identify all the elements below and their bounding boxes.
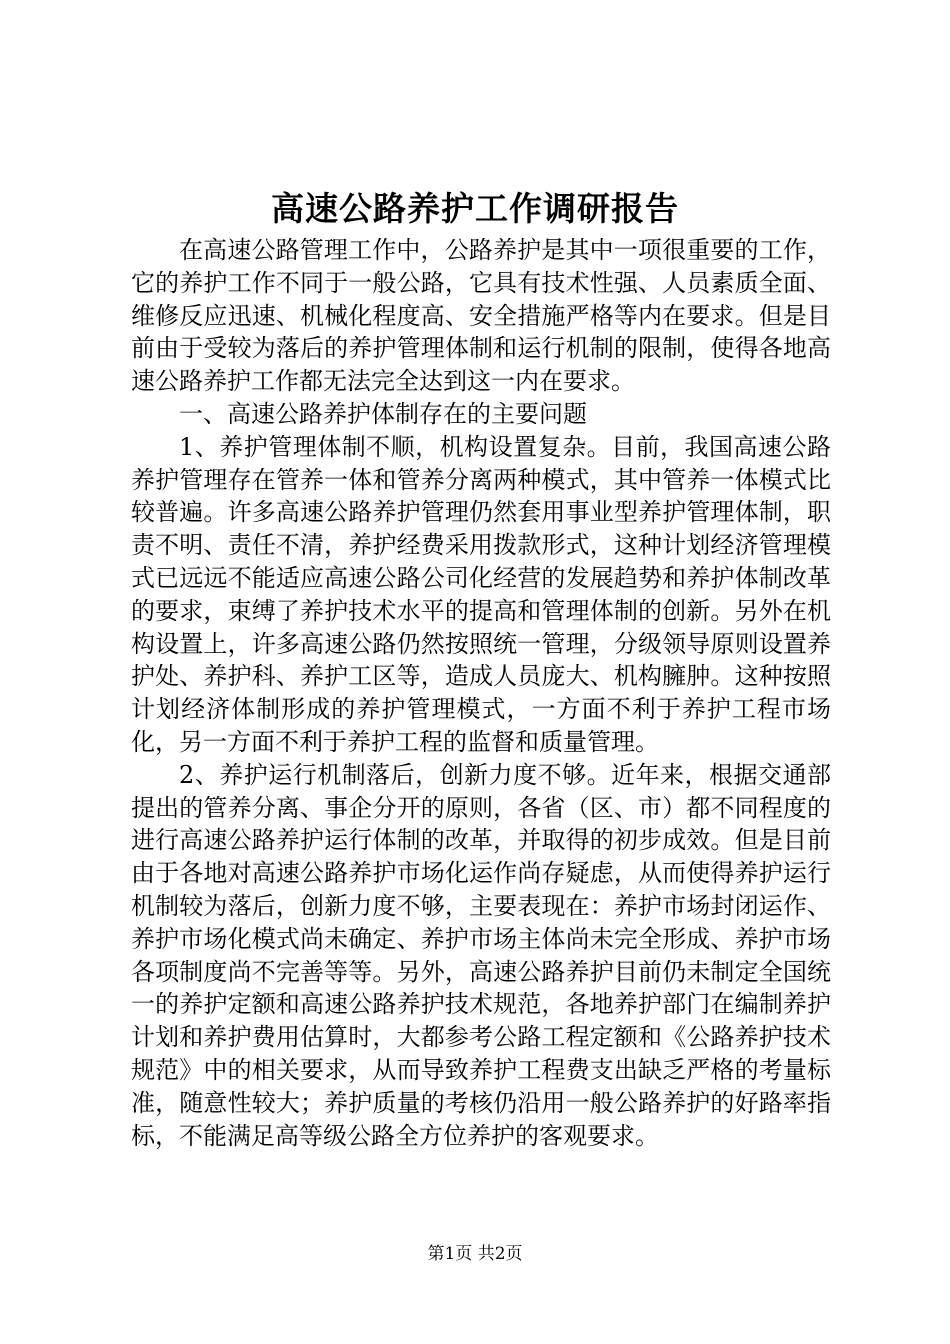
section-heading: 一、高速公路养护体制存在的主要问题 [179, 399, 587, 428]
body-paragraph-2: 2、养护运行机制落后，创新力度不够。近年来，根据交通部提出的管养分离、事企分开的原则，各省（区、市）都不同程度的进行高速公路养护运行体制的改革，并取得的初步成效。但是目前由于各地对高速公路养护市场化运作尚存疑虑，从而使得养护运行机制较为落后，创新力度不够，主要表现在：养护市场封闭运作、养护市场化模式尚未确定、养护市场主体尚未完全形成、养护市场各项制度尚不完善等等。另外，高速公路养护目前仍未制定全国统一的养护定额和高速公路养护技术规范，各地养护部门在编制养护计划和养护费用估算时，大都参考公路工程定额和《公路养护技术规范》中的相关要求，从而导致养护工程费支出缺乏严格的考量标准，随意性较大；养护质量的考核仍沿用一般公路养护的好路率指标，不能满足高等级公路全方位养护的客观要求。 [131, 760, 831, 1150]
document-title: 高速公路养护工作调研报告 [271, 189, 679, 228]
document-body [131, 234, 831, 1152]
intro-paragraph: 在高速公路管理工作中，公路养护是其中一项很重要的工作，它的养护工作不同于一般公路，它具有技术性强、人员素质全面、维修反应迅速、机械化程度高、安全措施严格等内在要求。但是目前由于受较为落后的养护管理体制和运行机制的限制，使得各地高速公路养护工作都无法完全达到这一内在要求。 [131, 236, 831, 396]
body-paragraph-1: 1、养护管理体制不顺，机构设置复杂。目前，我国高速公路养护管理存在管养一体和管养分离两种模式，其中管养一体模式比较普遍。许多高速公路养护管理仍然套用事业型养护管理体制，职责不明、责任不清，养护经费采用拨款形式，这种计划经济管理模式已远远不能适应高速公路公司化经营的发展趋势和养护体制改革的要求，束缚了养护技术水平的提高和管理体制的创新。另外在机构设置上，许多高速公路仍然按照统一管理，分级领导原则设置养护处、养护科、养护工区等，造成人员庞大、机构臃肿。这种按照计划经济体制形成的养护管理模式，一方面不利于养护工程市场化，另一方面不利于养护工程的监督和质量管理。 [131, 432, 831, 756]
page-number-footer: 第1页 共2页 [427, 1244, 523, 1264]
